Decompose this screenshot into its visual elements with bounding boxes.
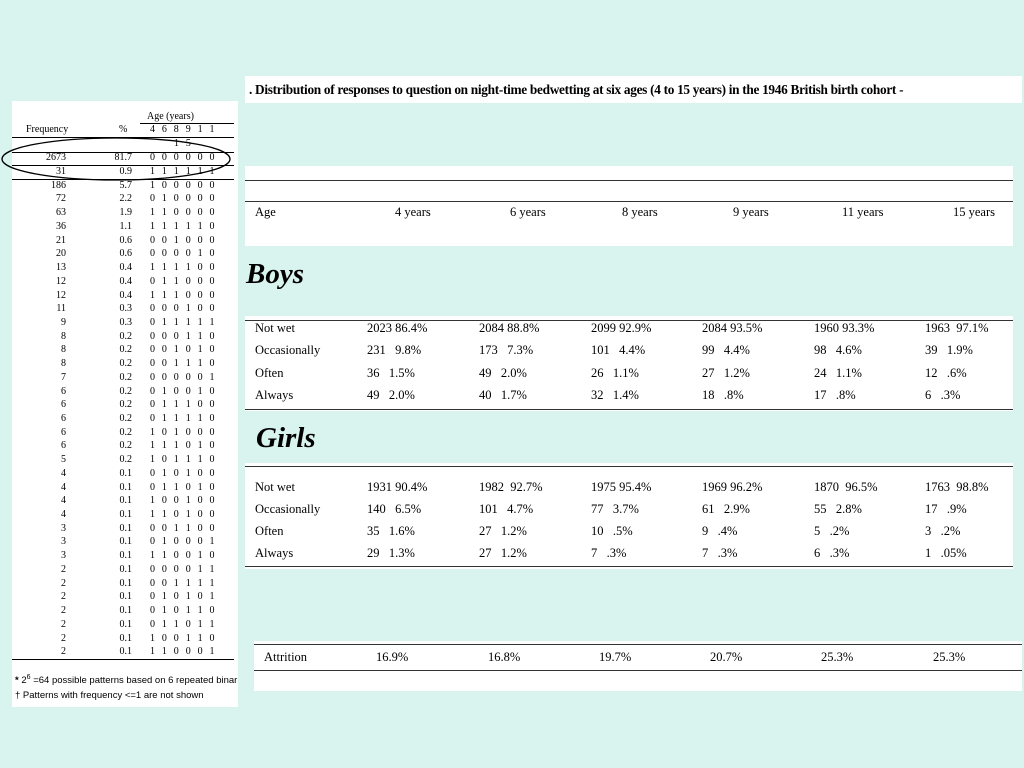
pattern-percent: 0.2 [119, 385, 132, 397]
table-bottom-rule [12, 659, 234, 660]
pattern-code: 1 0 1 0 0 0 [150, 426, 217, 438]
pattern-row [12, 234, 238, 248]
pattern-percent: 0.2 [119, 454, 132, 466]
pattern-percent: 0.1 [119, 495, 132, 507]
pattern-row [12, 275, 238, 289]
pattern-row [12, 371, 238, 385]
value-cell: 17 .8% [814, 388, 856, 402]
pattern-code: 0 1 1 1 1 1 [150, 316, 217, 328]
value-cell: 26 1.1% [591, 366, 639, 380]
pattern-frequency: 13 [56, 262, 66, 273]
value-cell: 6 .3% [925, 388, 961, 402]
pattern-row [12, 261, 238, 275]
value-cell: 7 .3% [591, 546, 627, 560]
value-cell: 9 .4% [702, 524, 738, 538]
pattern-percent: 0.2 [119, 330, 132, 342]
age-header-cell: 6 years [510, 205, 546, 219]
pattern-percent: 0.1 [119, 591, 132, 603]
value-cell: 27 1.2% [479, 524, 527, 538]
pattern-frequency: 2 [61, 646, 66, 658]
patterns-table [12, 101, 238, 707]
pattern-percent: 0.2 [119, 399, 132, 411]
pattern-frequency: 11 [56, 303, 66, 315]
value-cell: 35 1.6% [367, 524, 415, 538]
pattern-row [12, 330, 238, 344]
attrition-value: 19.7% [599, 650, 632, 664]
pattern-row [12, 357, 238, 371]
pattern-percent: 0.1 [119, 632, 132, 644]
age-card-rule-bottom [245, 201, 1013, 202]
pattern-frequency: 4 [61, 467, 66, 479]
value-cell: 18 .8% [702, 388, 744, 402]
pattern-percent: 0.1 [119, 509, 132, 520]
pattern-code: 0 0 0 0 1 1 [150, 563, 217, 575]
value-cell: 1870 96.5% [814, 480, 878, 494]
value-cell: 27 1.2% [702, 366, 750, 380]
pattern-code: 0 0 0 1 0 0 [150, 303, 217, 315]
pattern-row [12, 398, 238, 412]
pattern-code: 1 0 0 1 1 0 [150, 632, 217, 644]
pattern-frequency: 3 [61, 550, 66, 562]
pattern-row [12, 467, 238, 481]
pattern-percent: 0.1 [119, 577, 132, 589]
pattern-frequency: 6 [61, 413, 66, 424]
boys-table [245, 316, 1013, 411]
row-label: Always [255, 546, 294, 560]
value-cell: 27 1.2% [479, 546, 527, 560]
pattern-row [12, 618, 238, 632]
pattern-frequency: 5 [61, 454, 66, 466]
age-header-card [245, 166, 1013, 246]
pattern-code: 1 1 1 1 1 1 [150, 166, 217, 177]
pattern-frequency: 2 [61, 577, 66, 589]
pattern-frequency: 6 [61, 399, 66, 411]
row-label: Occasionally [255, 343, 321, 357]
pattern-frequency: 63 [56, 207, 66, 219]
pattern-percent: 0.1 [119, 536, 132, 548]
pattern-percent: 0.6 [119, 248, 132, 260]
pattern-row [12, 385, 238, 399]
pattern-code: 0 0 0 0 0 1 [150, 371, 217, 383]
pattern-frequency: 3 [61, 536, 66, 548]
value-cell: 2099 92.9% [591, 321, 652, 335]
pattern-code: 1 0 0 1 0 0 [150, 495, 217, 507]
pattern-frequency: 21 [56, 234, 66, 246]
pattern-row [12, 439, 238, 453]
value-cell: 101 4.7% [479, 502, 534, 516]
value-cell: 7 .3% [702, 546, 738, 560]
pattern-frequency: 3 [61, 522, 66, 534]
pattern-row [12, 494, 238, 508]
pattern-code: 1 0 1 1 1 0 [150, 454, 217, 466]
pattern-percent: 0.4 [119, 275, 132, 287]
pattern-percent: 0.1 [119, 605, 132, 616]
pattern-percent: 0.4 [119, 262, 132, 273]
pattern-row [12, 632, 238, 646]
value-cell: 98 4.6% [814, 343, 862, 357]
girls-rule-bottom [245, 566, 1013, 567]
attrition-rule-bottom [254, 670, 1022, 671]
pattern-code: 0 1 0 1 0 0 [150, 467, 217, 479]
attrition-value: 20.7% [710, 650, 743, 664]
pattern-code: 1 1 0 0 0 1 [150, 646, 217, 658]
pattern-percent: 0.1 [119, 550, 132, 562]
attrition-rule-top [254, 644, 1022, 645]
pattern-frequency: 186 [51, 179, 66, 191]
pattern-percent: 0.4 [119, 289, 132, 301]
pattern-frequency: 31 [56, 166, 66, 177]
pattern-code: 1 1 1 0 1 0 [150, 440, 217, 452]
pattern-row [12, 508, 238, 522]
footnote-star: * $2^6 =64$ possible patterns based on 6 repeated binar [15, 674, 238, 687]
value-cell: 1982 92.7% [479, 480, 543, 494]
percent-header: % [119, 124, 128, 135]
age-digits-line1: 4 6 8 9 1 1 [150, 124, 217, 135]
value-cell: 140 6.5% [367, 502, 422, 516]
pattern-row [12, 220, 238, 234]
value-cell: 24 1.1% [814, 366, 862, 380]
age-card-rule-top [245, 180, 1013, 181]
pattern-frequency: 2 [61, 618, 66, 630]
pattern-code: 0 0 0 1 1 0 [150, 330, 217, 342]
attrition-label: Attrition [264, 650, 308, 664]
pattern-frequency: 8 [61, 358, 66, 370]
pattern-percent: 0.2 [119, 413, 132, 424]
pattern-frequency: 9 [61, 316, 66, 328]
pattern-row [12, 412, 238, 426]
pattern-code: 0 1 0 0 0 0 [150, 193, 217, 205]
value-cell: 49 2.0% [367, 388, 415, 402]
pattern-row [12, 577, 238, 591]
value-cell: 39 1.9% [925, 343, 973, 357]
pattern-row [12, 247, 238, 261]
pattern-frequency: 2 [61, 632, 66, 644]
value-cell: 2023 86.4% [367, 321, 428, 335]
pattern-row [12, 481, 238, 495]
pattern-code: 0 1 0 1 1 0 [150, 605, 217, 616]
value-cell: 3 .2% [925, 524, 961, 538]
pattern-percent: 0.3 [119, 303, 132, 315]
pattern-code: 0 0 1 1 1 1 [150, 577, 217, 589]
pattern-code: 0 1 0 0 0 1 [150, 536, 217, 548]
value-cell: 61 2.9% [702, 502, 750, 516]
value-cell: 173 7.3% [479, 343, 534, 357]
value-cell: 1763 98.8% [925, 480, 989, 494]
pattern-percent: 0.6 [119, 234, 132, 246]
pattern-frequency: 2 [61, 563, 66, 575]
value-cell: 6 .3% [814, 546, 850, 560]
pattern-row [12, 563, 238, 577]
value-cell: 36 1.5% [367, 366, 415, 380]
value-cell: 12 .6% [925, 366, 967, 380]
pattern-percent: 0.3 [119, 316, 132, 328]
pattern-percent: 0.2 [119, 358, 132, 370]
pattern-row [12, 604, 238, 618]
pattern-row [12, 590, 238, 604]
boys-heading: Boys [246, 258, 304, 290]
row-label: Not wet [255, 480, 295, 494]
pattern-row [12, 645, 238, 659]
pattern-frequency: 6 [61, 385, 66, 397]
pattern-code: 1 1 0 1 0 0 [150, 509, 217, 520]
pattern-frequency: 72 [56, 193, 66, 205]
pattern-code: 0 1 0 1 0 1 [150, 591, 217, 603]
pattern-code: 0 0 0 0 1 0 [150, 248, 217, 260]
pattern-percent: 0.9 [119, 166, 132, 177]
pattern-frequency: 7 [61, 371, 66, 383]
age-header-cell: 4 years [395, 205, 431, 219]
pattern-frequency: 4 [61, 509, 66, 520]
row-label: Occasionally [255, 502, 321, 516]
value-cell: 101 4.4% [591, 343, 646, 357]
frequency-header: Frequency [26, 124, 69, 135]
pattern-percent: 0.1 [119, 618, 132, 630]
pattern-frequency: 36 [56, 220, 66, 232]
pattern-code: 0 1 0 0 1 0 [150, 385, 217, 397]
pattern-percent: 0.1 [119, 563, 132, 575]
row-label: Often [255, 366, 284, 380]
value-cell: 5 .2% [814, 524, 850, 538]
pattern-percent: 5.7 [119, 179, 132, 191]
boys-rule-bottom [245, 409, 1013, 410]
pattern-row [12, 289, 238, 303]
pattern-code: 0 1 1 0 1 1 [150, 618, 217, 630]
pattern-percent: 0.1 [119, 467, 132, 479]
pattern-frequency: 2 [61, 605, 66, 616]
pattern-percent: 81.7 [114, 152, 132, 163]
pattern-code: 0 1 1 1 1 0 [150, 413, 217, 424]
age-digits-line2: 1 5 [174, 138, 194, 149]
pattern-frequency: 6 [61, 440, 66, 452]
pattern-percent: 0.2 [119, 371, 132, 383]
girls-heading: Girls [256, 422, 316, 454]
girls-rule-top [245, 466, 1013, 467]
pattern-percent: 0.2 [119, 426, 132, 438]
pattern-row [12, 453, 238, 467]
pattern-code: 1 0 0 0 0 0 [150, 179, 217, 191]
pattern-frequency: 20 [56, 248, 66, 260]
value-cell: 2084 93.5% [702, 321, 763, 335]
pattern-percent: 1.9 [119, 207, 132, 219]
pattern-row [12, 206, 238, 220]
pattern-frequency: 8 [61, 330, 66, 342]
pattern-code: 0 0 0 0 0 0 [150, 152, 217, 163]
pattern-code: 1 1 1 0 0 0 [150, 289, 217, 301]
page-title: . Distribution of responses to question on night-time bedwetting at six ages (4 to 15 years) in the 1946 British birth cohort - [249, 82, 904, 97]
pattern-row [12, 549, 238, 563]
age-header-cell: 9 years [733, 205, 769, 219]
attrition-value: 25.3% [933, 650, 966, 664]
pattern-frequency: 12 [56, 275, 66, 287]
pattern-row [12, 192, 238, 206]
age-years-header: Age (years) [147, 111, 194, 122]
pattern-code: 1 1 1 1 1 0 [150, 220, 217, 232]
pattern-code: 1 1 0 0 1 0 [150, 550, 217, 562]
age-label: Age [255, 205, 276, 219]
value-cell: 49 2.0% [479, 366, 527, 380]
pattern-frequency: 4 [61, 495, 66, 507]
pattern-row [12, 302, 238, 316]
pattern-percent: 1.1 [119, 220, 132, 232]
value-cell: 40 1.7% [479, 388, 527, 402]
pattern-frequency: 4 [61, 481, 66, 493]
pattern-code: 0 0 1 0 0 0 [150, 234, 217, 246]
pattern-code: 0 1 1 0 0 0 [150, 275, 217, 287]
value-cell: 10 .5% [591, 524, 633, 538]
value-cell: 77 3.7% [591, 502, 639, 516]
footnote-dagger: † Patterns with frequency <=1 are not shown [15, 690, 204, 701]
title-bar [245, 76, 1022, 103]
pattern-percent: 0.2 [119, 440, 132, 452]
row-label: Not wet [255, 321, 295, 335]
attrition-table [254, 641, 1022, 691]
row-label: Often [255, 524, 284, 538]
pattern-percent: 0.2 [119, 344, 132, 356]
pattern-code: 1 1 1 1 0 0 [150, 262, 217, 273]
value-cell: 1969 96.2% [702, 480, 763, 494]
pattern-code: 0 0 1 1 1 0 [150, 358, 217, 370]
value-cell: 99 4.4% [702, 343, 750, 357]
pattern-percent: 0.1 [119, 481, 132, 493]
row-label: Always [255, 388, 294, 402]
pattern-percent: 0.1 [119, 646, 132, 658]
value-cell: 1975 95.4% [591, 480, 652, 494]
age-header-cell: 15 years [953, 205, 995, 219]
value-cell: 2084 88.8% [479, 321, 540, 335]
value-cell: 1963 97.1% [925, 321, 989, 335]
value-cell: 32 1.4% [591, 388, 639, 402]
value-cell: 17 .9% [925, 502, 967, 516]
age-header-cell: 11 years [842, 205, 884, 219]
pattern-frequency: 2673 [46, 152, 66, 163]
age-header-cell: 8 years [622, 205, 658, 219]
pattern-code: 0 0 1 0 1 0 [150, 344, 217, 356]
pattern-row [12, 316, 238, 330]
value-cell: 1960 93.3% [814, 321, 875, 335]
highlight-ellipse [0, 135, 240, 187]
pattern-code: 0 1 1 0 1 0 [150, 481, 217, 493]
attrition-value: 16.8% [488, 650, 521, 664]
pattern-frequency: 12 [56, 289, 66, 301]
pattern-row [12, 343, 238, 357]
pattern-frequency: 8 [61, 344, 66, 356]
pattern-percent: 2.2 [119, 193, 132, 205]
pattern-row [12, 522, 238, 536]
pattern-frequency: 2 [61, 591, 66, 603]
pattern-row [12, 535, 238, 549]
pattern-frequency: 6 [61, 426, 66, 438]
attrition-value: 16.9% [376, 650, 409, 664]
value-cell: 55 2.8% [814, 502, 862, 516]
pattern-code: 0 0 1 1 0 0 [150, 522, 217, 534]
girls-table [245, 463, 1013, 569]
pattern-code: 0 1 1 1 0 0 [150, 399, 217, 411]
value-cell: 1931 90.4% [367, 480, 428, 494]
value-cell: 1 .05% [925, 546, 967, 560]
attrition-value: 25.3% [821, 650, 854, 664]
value-cell: 29 1.3% [367, 546, 415, 560]
pattern-percent: 0.1 [119, 522, 132, 534]
pattern-code: 1 1 0 0 0 0 [150, 207, 217, 219]
pattern-row [12, 426, 238, 440]
value-cell: 231 9.8% [367, 343, 422, 357]
